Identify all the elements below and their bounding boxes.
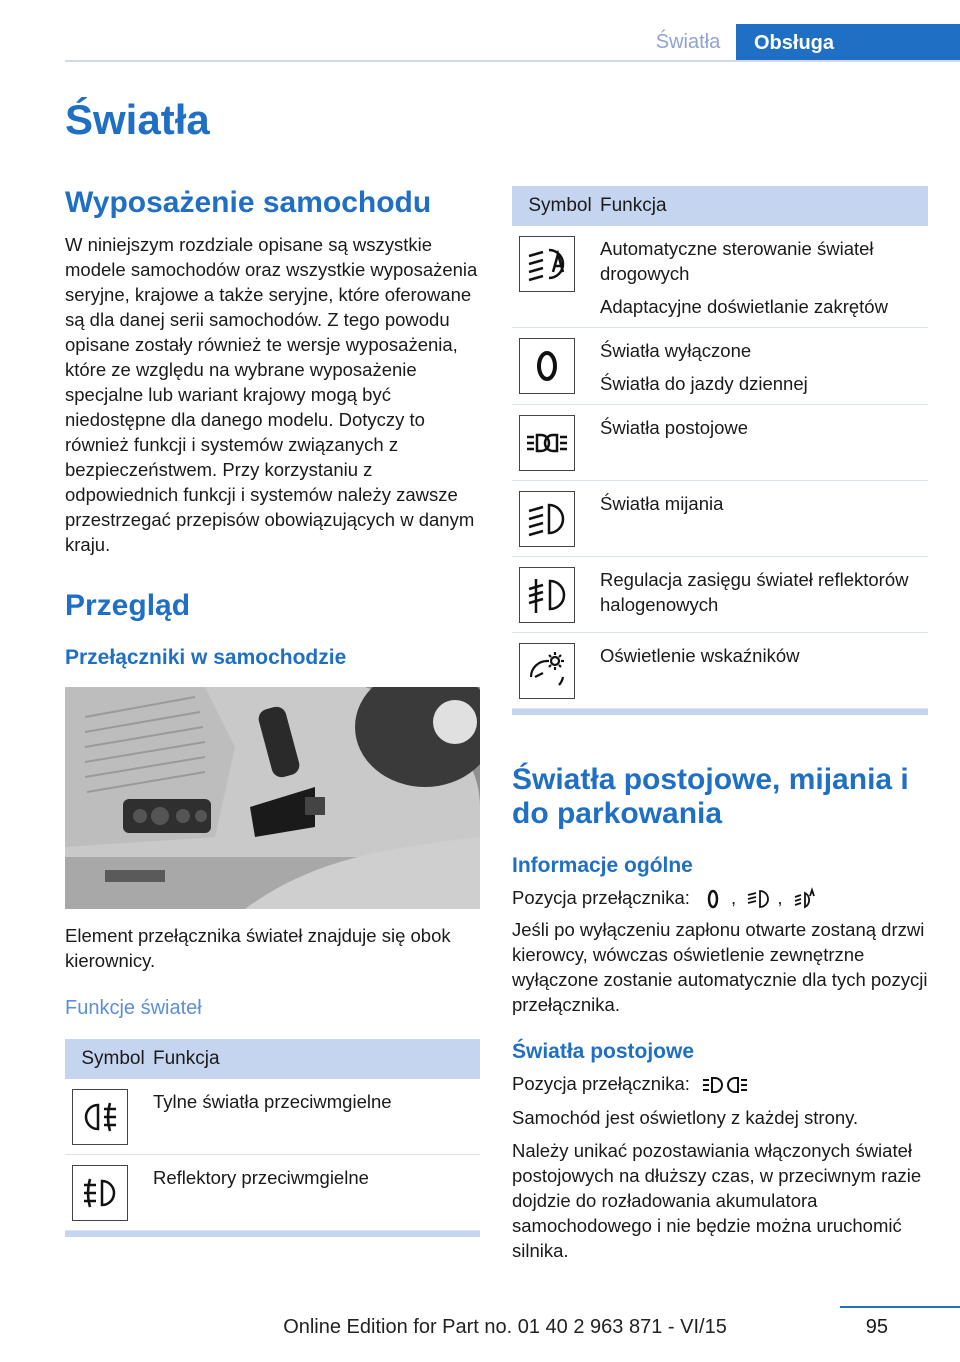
table-row: Oświetlenie wskaźników <box>512 633 928 709</box>
table-row: Regulacja zasięgu świateł reflektorów halogenowych <box>512 557 928 633</box>
table-row: Światła postojowe <box>512 405 928 481</box>
right-column <box>512 186 928 1263</box>
table-row: Reflektory przeciwmgielne <box>65 1155 480 1231</box>
right-symbol-table <box>512 186 928 715</box>
table-header: Symbol Funkcja <box>65 1039 480 1079</box>
photo-caption: Element przełącznika świateł znajduje się obok kierownicy. <box>65 925 451 971</box>
dashboard-photo <box>65 687 480 909</box>
heading-parking-lights: Światła postojowe <box>512 1040 695 1064</box>
table-row: Światła wyłączone Światła do jazdy dziennej <box>512 328 928 405</box>
section-tab: Światła <box>655 31 721 53</box>
page-title: Światła <box>65 96 210 143</box>
table-row: Automatyczne sterowanie świateł drogowych Adaptacyjne doświetlanie zakrętów <box>512 226 928 328</box>
auto-headlight-icon <box>519 236 575 292</box>
table-row: Tylne światła przeciwmgielne <box>65 1079 480 1155</box>
warning-paragraph: Należy unikać pozostawiania włączonych świateł postojowych na dłuższy czas, w przeciwnym razie dojdzie do rozładowania akumulatora samochodowego i nie będzie można uruchomić silnika. <box>512 1140 922 1262</box>
headlight-range-icon <box>519 567 575 623</box>
table-row: Światła mijania <box>512 481 928 557</box>
dashboard-illustration <box>65 687 480 909</box>
parking-lights-icon <box>701 1073 749 1097</box>
heading-overview: Przegląd <box>65 589 191 622</box>
parking-lights-icon <box>519 415 575 471</box>
edition-note: Online Edition for Part no. 01 40 2 963 871 - VI/15 <box>283 1316 727 1338</box>
table-end-bar <box>512 709 928 715</box>
left-symbol-table <box>65 1039 480 1237</box>
equipment-paragraph: W niniejszym rozdziale opisane są wszystkie modele samochodów oraz wszystkie wyposażenia seryjne, krajowe a także seryjne, które oferowane są dla danej serii samochodów. Z tego powodu opisane zostały również te wersje wyposażenia, które ze względu na wybrane wyposażenie specjalne lub wariant krajowy mogą być niedostępne dla danego modelu. Dotyczy to również funkcji i systemów związanych z bezpieczeństwem. Przy korzystaniu z odpowiednich funkcji i systemów należy zawsze przestrzegać przepisów obowiązujących w danym kraju. <box>65 234 478 555</box>
table-header: Symbol Funkcja <box>512 186 928 226</box>
switch-position-line: Pozycja przełącznika: , , <box>512 885 928 911</box>
switch-position-line-2: Pozycja przełącznika: <box>512 1071 928 1097</box>
left-column <box>65 186 480 1237</box>
lights-off-icon <box>701 887 725 911</box>
header-rule <box>65 60 960 62</box>
chapter-tab: Obsługa <box>736 24 960 62</box>
instrument-lighting-icon <box>519 643 575 699</box>
lit-paragraph: Samochód jest oświetlony z każdej strony. <box>512 1107 859 1129</box>
table-end-bar <box>65 1231 480 1237</box>
lights-off-icon <box>519 338 575 394</box>
general-info-paragraph: Jeśli po wyłączeniu zapłonu otwarte zostaną drzwi kierowcy, wówczas oświetlenie zewnętrzne wyłączone zostanie automatycznie dla tych pozycji przełącznika. <box>512 919 928 1016</box>
heading-parking-low-beam: Światła postojowe, mijania i do parkowania <box>512 763 909 830</box>
auto-headlight-icon <box>794 887 818 911</box>
heading-switches: Przełączniki w samochodzie <box>65 646 347 669</box>
heading-general-info: Informacje ogólne <box>512 854 693 877</box>
rear-fog-light-icon <box>72 1089 128 1145</box>
low-beam-icon <box>747 887 771 911</box>
footer-rule <box>840 1306 960 1308</box>
heading-equipment: Wyposażenie samochodu <box>65 186 432 219</box>
page-number: 95 <box>865 1316 888 1338</box>
page-header <box>0 24 960 62</box>
front-fog-light-icon <box>72 1165 128 1221</box>
heading-functions: Funkcje świateł <box>65 997 202 1019</box>
low-beam-icon <box>519 491 575 547</box>
